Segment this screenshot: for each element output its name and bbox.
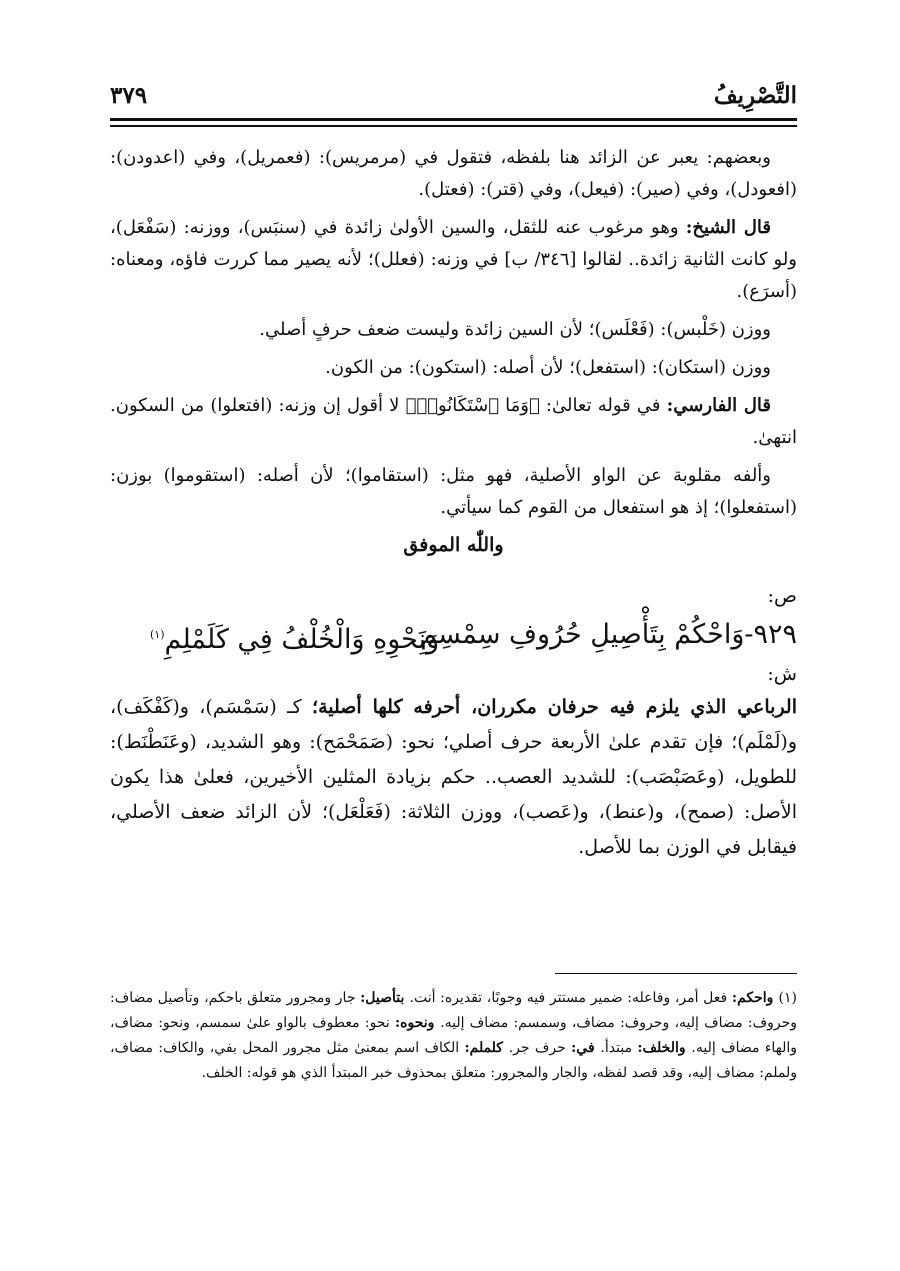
footnote-text: فعل أمر، وفاعله: ضمير مستتر فيه وجوبًا، تقديره: أنت. bbox=[409, 990, 732, 1006]
footnote-term: واحكم: bbox=[731, 990, 779, 1006]
footnote-text: نحو: معطوف بالواو علىٰ سمسم، ونحو: مضاف، والهاء مضاف إليه. bbox=[110, 1015, 798, 1056]
commentary-label: ش: bbox=[767, 663, 797, 685]
paragraph-text: في قوله تعالىٰ: ﴿وَمَا ٱسْتَكَانُوا۟﴾ لا أقول إن وزنه: (افتعلوا) من السكون. انتهىٰ. bbox=[110, 395, 797, 448]
speaker-label: قال الفارسي: bbox=[666, 395, 771, 416]
footnote-term: كلملم: bbox=[464, 1040, 509, 1056]
paragraph-text: وهو مرغوب عنه للثقل، والسين الأولىٰ زائدة في (سنبَس)، ووزنه: (سَفْعَل)، ولو كانت الثانية زائدة.. لقالوا [٣٤٦/ ب] في وزنه: (فعلل)؛ لأنه يصير مما كررت فاؤه، ومعناه: (أسرَع). bbox=[110, 217, 797, 302]
hemistich-2-text: وَنَحْوِهِ وَالْخُلْفُ فِي كَلَمْلِمِ bbox=[164, 624, 440, 655]
paragraph-2 bbox=[110, 212, 797, 308]
footnote-term: في: bbox=[571, 1040, 601, 1056]
footnote-term: والخلف: bbox=[637, 1040, 692, 1056]
verse-hemistich-2 bbox=[150, 612, 439, 663]
page-number: ٣٧٩ bbox=[110, 82, 148, 109]
verse-hemistich-1 bbox=[420, 612, 797, 658]
verse-label: ص: bbox=[767, 585, 797, 607]
commentary-paragraph bbox=[110, 690, 797, 865]
paragraph-3: ووزن (خَلْبس): (فَعْلَس)؛ لأن السين زائدة وليست ضعف حرفٍ أصلي. bbox=[259, 319, 771, 340]
commentary-bold-opening: الرباعي الذي يلزم فيه حرفان مكرران، أحرفه كلها أصلية؛ bbox=[312, 696, 797, 718]
closing-phrase: واللّٰه الموفق bbox=[403, 534, 504, 556]
footnote bbox=[110, 986, 797, 1086]
paragraph-5 bbox=[110, 390, 797, 454]
paragraph-1: وبعضهم: يعبر عن الزائد هنا بلفظه، فتقول في (مرمريس): (فعمريل)، وفي (اعدودن): (افعودل)، وفي (صير): (فيعل)، وفي (قتر): (فعتل). bbox=[110, 147, 797, 200]
header-rule-thin bbox=[110, 125, 797, 127]
chapter-title: التَّصْرِيفُ bbox=[713, 82, 797, 109]
commentary-text: كـ (سَمْسَم)، و(كَفْكَف)، و(لَمْلَم)؛ فإن تقدم علىٰ الأربعة حرف أصلي؛ نحو: (صَمَحْمَح): وهو الشديد، (وعَنَطْنَط): للطويل، (وعَصَبْصَب): للشديد العصب.. حكم بزيادة المثلين الأخيرين، فعلىٰ هذا يكون الأصل: (صمح)، و(عنط)، و(عَصب)، ووزن الثلاثة: (فَعَلْعَل)؛ لأن الزائد ضعف الأصلي، فيقابل في الوزن بما للأصل. bbox=[110, 696, 797, 858]
speaker-label: قال الشيخ: bbox=[685, 217, 771, 238]
footnote-term: بتأصيل: bbox=[360, 990, 410, 1006]
paragraph-4: ووزن (استكان): (استفعل)؛ لأن أصله: (استكون): من الكون. bbox=[325, 357, 771, 378]
header-rule-thick bbox=[110, 118, 797, 121]
footnote-separator bbox=[555, 973, 797, 974]
footnote-term: ونحوه: bbox=[395, 1015, 441, 1031]
footnote-text: جار ومجرور متعلق باحكم، وتأصيل مضاف: وحروف: مضاف إليه، وحروف: مضاف، وسمسم: مضاف إليه. bbox=[110, 990, 797, 1031]
footnote-reference[interactable]: (١) bbox=[150, 628, 165, 641]
paragraph-6: وألفه مقلوبة عن الواو الأصلية، فهو مثل: (استقاموا)؛ لأن أصله: (استقوموا) بوزن: (استفعلوا)؛ إذ هو استفعال من القوم كما سيأتي. bbox=[110, 465, 797, 518]
running-header bbox=[110, 82, 797, 114]
hemistich-1-text: ٩٢٩-وَاحْكُمْ بِتَأْصِيلِ حُرُوفِ سِمْسِمِ bbox=[420, 619, 797, 650]
verse-line bbox=[110, 612, 797, 658]
main-text bbox=[110, 142, 797, 865]
footnote-number: (١) bbox=[778, 990, 797, 1006]
footnote-text: حرف جر. bbox=[508, 1040, 572, 1056]
footnote-text: مبتدأ. bbox=[600, 1040, 638, 1056]
footnote-text: الكاف اسم بمعنىٰ مثل مجرور المحل بفي، والكاف: مضاف، ولملم: مضاف إليه، وقد قصد لفظه، والجار والمجرور: متعلق بمحذوف خبر المبتدأ الذي هو قوله: الخلف. bbox=[110, 1040, 797, 1081]
